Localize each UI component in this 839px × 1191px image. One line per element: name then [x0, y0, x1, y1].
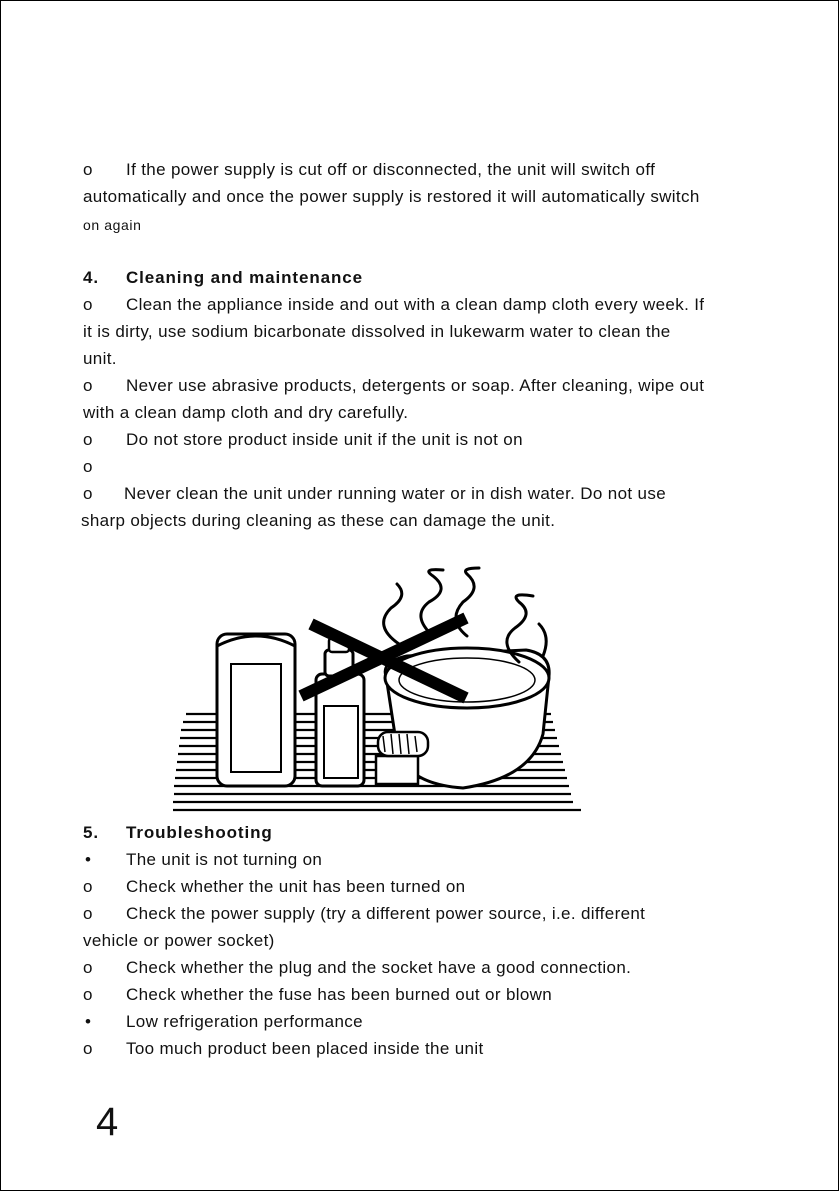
- list-text: Never use abrasive products, detergents or soap. After cleaning, wipe out: [126, 376, 705, 395]
- list-item-continuation: sharp objects during cleaning as these can damage the unit.: [81, 511, 556, 530]
- list-marker: •: [85, 1012, 92, 1031]
- list-text: Clean the appliance inside and out with a clean damp cloth every week. If: [126, 295, 705, 314]
- power-item-line-2: automatically and once the power supply is restored it will automatically switch: [83, 187, 700, 206]
- no-washing-in-dish-water-icon: [171, 566, 611, 821]
- section-title: Troubleshooting: [126, 823, 273, 842]
- list-marker: o: [83, 160, 93, 179]
- list-text: Too much product been placed inside the unit: [126, 1039, 484, 1058]
- list-marker: o: [83, 484, 93, 503]
- list-text: Check whether the unit has been turned on: [126, 877, 466, 896]
- list-text: Check whether the fuse has been burned out or blown: [126, 985, 553, 1004]
- list-marker: o: [83, 904, 93, 923]
- page-number: 4: [96, 1100, 119, 1144]
- list-item-continuation: with a clean damp cloth and dry carefully.: [83, 403, 409, 422]
- list-text: Never clean the unit under running water or in dish water. Do not use: [124, 484, 667, 503]
- section-title: Cleaning and maintenance: [126, 268, 363, 287]
- list-text: Do not store product inside unit if the unit is not on: [126, 430, 523, 449]
- section-number: 5.: [83, 823, 99, 842]
- list-marker: o: [83, 295, 93, 314]
- list-marker: o: [83, 985, 93, 1004]
- list-text: Check the power supply (try a different power source, i.e. different: [126, 904, 646, 923]
- list-item-continuation: vehicle or power socket): [83, 931, 275, 950]
- power-item-line-3: on again: [83, 217, 142, 233]
- list-marker: o: [83, 1039, 93, 1058]
- list-text: Check whether the plug and the socket have a good connection.: [126, 958, 632, 977]
- list-marker: o: [83, 877, 93, 896]
- list-item-continuation: it is dirty, use sodium bicarbonate dissolved in lukewarm water to clean the: [83, 322, 671, 341]
- list-marker: o: [83, 376, 93, 395]
- list-item-continuation: unit.: [83, 349, 117, 368]
- section-number: 4.: [83, 268, 99, 287]
- list-text: If the power supply is cut off or disconnected, the unit will switch off: [126, 160, 656, 179]
- list-text: Low refrigeration performance: [126, 1012, 363, 1031]
- list-marker: o: [83, 457, 93, 476]
- list-marker: o: [83, 430, 93, 449]
- list-text: The unit is not turning on: [126, 850, 323, 869]
- list-marker: •: [85, 850, 92, 869]
- list-marker: o: [83, 958, 93, 977]
